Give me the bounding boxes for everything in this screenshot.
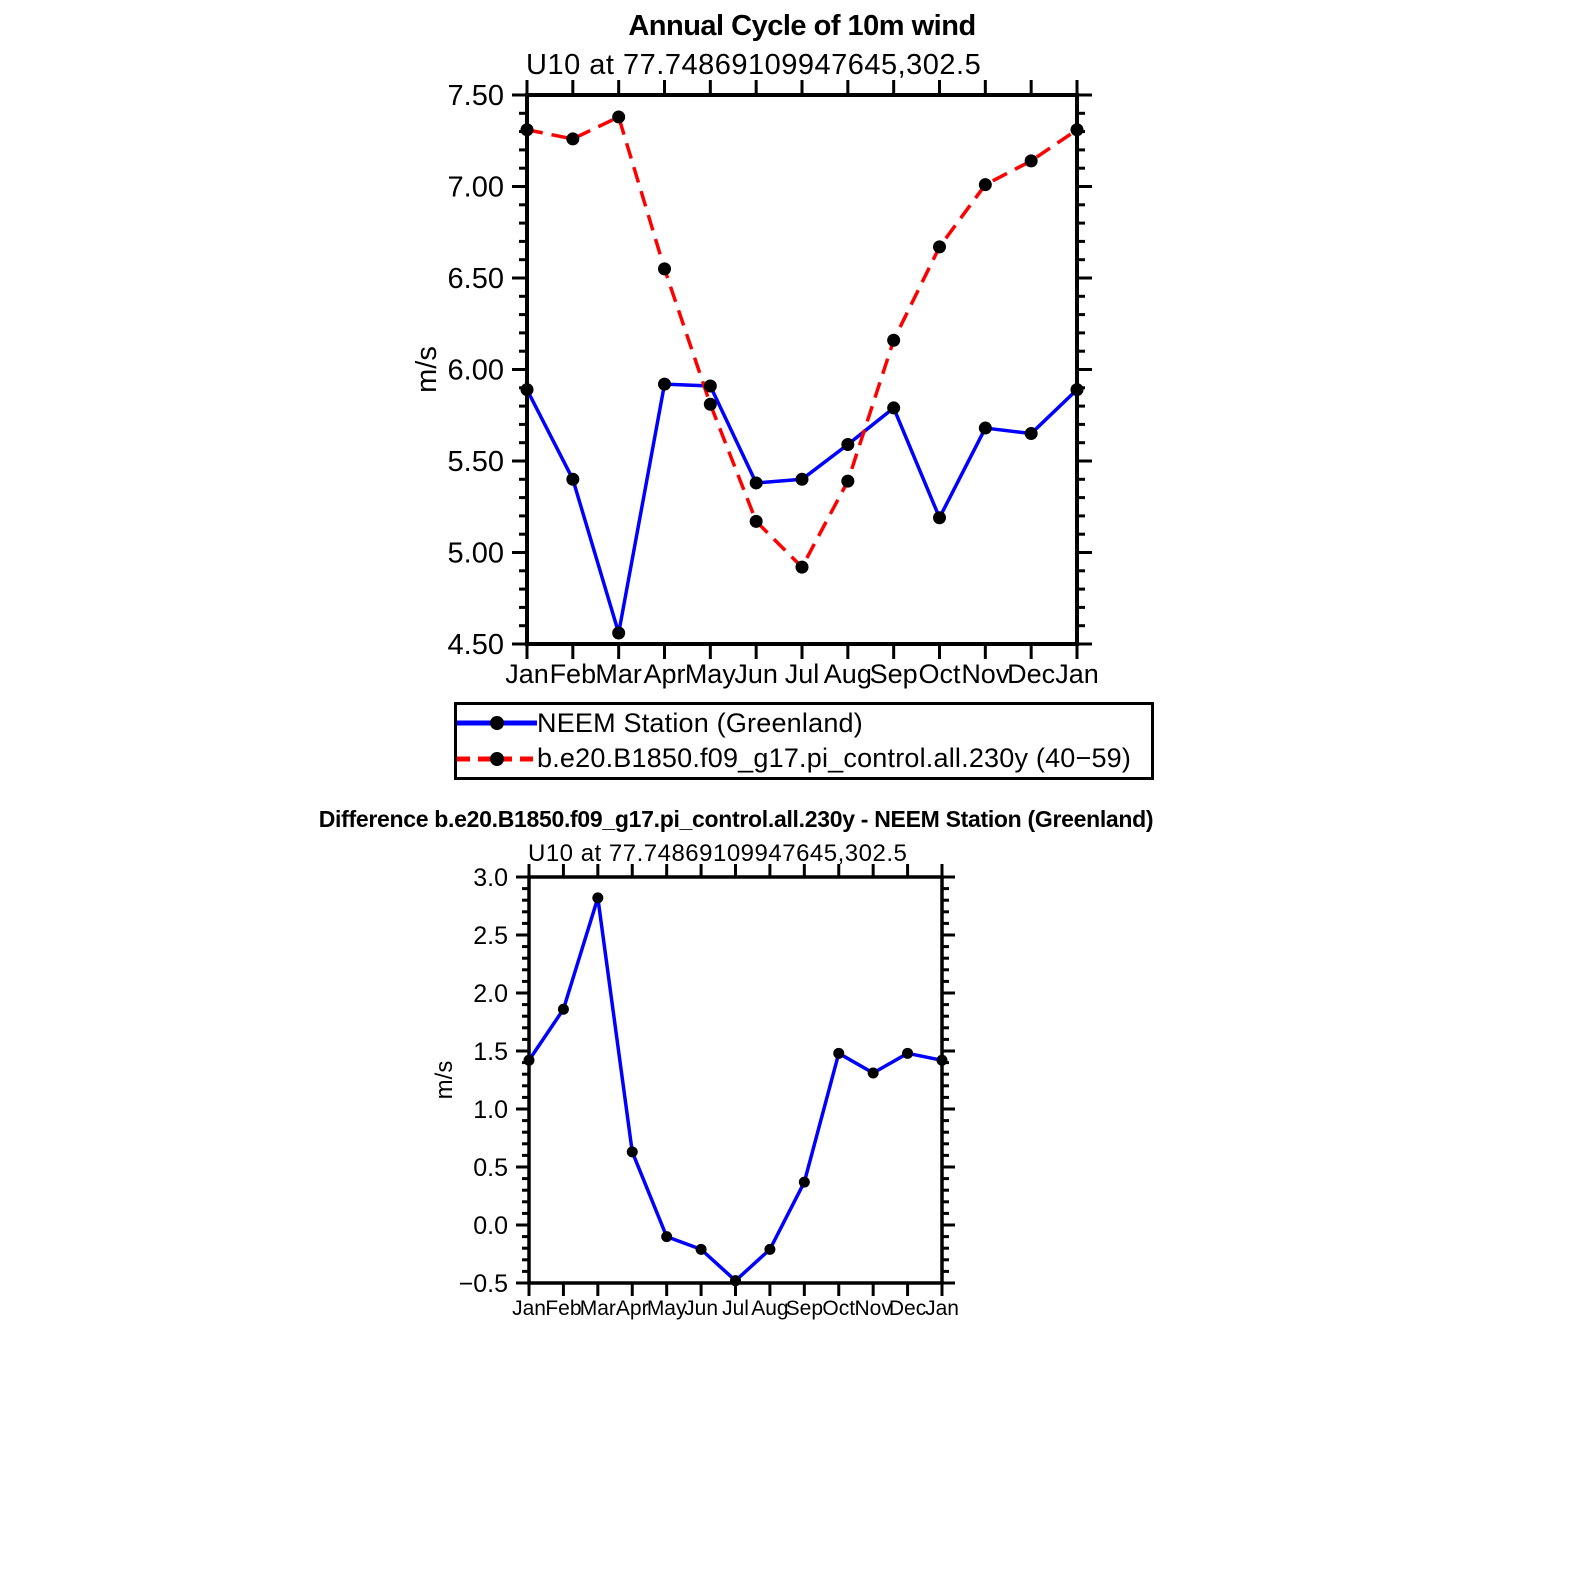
series-line bbox=[527, 384, 1077, 633]
series-line bbox=[529, 898, 942, 1281]
x-tick-label: Mar bbox=[579, 1297, 616, 1320]
x-tick-label: Jan bbox=[505, 659, 549, 689]
data-point-marker bbox=[521, 383, 534, 396]
x-tick-label: Sep bbox=[869, 659, 918, 689]
data-point-marker bbox=[658, 378, 671, 391]
top-chart-title: Annual Cycle of 10m wind bbox=[628, 10, 976, 42]
legend-label: b.e20.B1850.f09_g17.pi_control.all.230y (40−59) bbox=[537, 743, 1132, 774]
data-point-marker bbox=[979, 178, 992, 191]
data-point-marker bbox=[730, 1275, 741, 1286]
x-tick-label: Mar bbox=[595, 659, 642, 689]
x-tick-label: Nov bbox=[854, 1297, 892, 1320]
difference-chart bbox=[431, 864, 959, 1320]
x-tick-label: Apr bbox=[615, 1297, 649, 1320]
top-chart-subtitle: U10 at 77.74869109947645,302.5 bbox=[526, 49, 982, 81]
y-tick-label: 6.50 bbox=[447, 263, 504, 295]
annual-cycle-chart bbox=[411, 80, 1099, 689]
data-point-marker bbox=[841, 475, 854, 488]
x-tick-label: Jun bbox=[684, 1297, 719, 1320]
data-point-marker bbox=[937, 1055, 948, 1066]
y-axis-label: m/s bbox=[411, 346, 443, 393]
data-point-marker bbox=[933, 511, 946, 524]
data-point-marker bbox=[979, 422, 992, 435]
data-point-marker bbox=[833, 1048, 844, 1059]
data-point-marker bbox=[750, 476, 763, 489]
y-tick-label: 3.0 bbox=[473, 864, 508, 892]
y-tick-label: 1.5 bbox=[473, 1038, 508, 1066]
data-point-marker bbox=[1025, 154, 1038, 167]
data-point-marker bbox=[558, 1004, 569, 1015]
difference-chart-title: Difference b.e20.B1850.f09_g17.pi_control.all.230y - NEEM Station (Greenland) bbox=[318, 806, 1154, 832]
data-point-marker bbox=[796, 473, 809, 486]
difference-chart-subtitle: U10 at 77.74869109947645,302.5 bbox=[528, 840, 908, 867]
y-tick-label: 0.0 bbox=[473, 1212, 508, 1240]
x-tick-label: Oct bbox=[822, 1297, 856, 1320]
data-point-marker bbox=[612, 110, 625, 123]
y-tick-label: 7.50 bbox=[447, 80, 504, 112]
data-point-marker bbox=[661, 1231, 672, 1242]
legend-line-sample bbox=[457, 706, 537, 740]
data-point-marker bbox=[658, 262, 671, 275]
y-tick-label: 7.00 bbox=[447, 171, 504, 204]
x-tick-label: Aug bbox=[823, 659, 872, 689]
y-tick-label: 5.00 bbox=[447, 537, 504, 570]
legend-line-sample bbox=[457, 742, 537, 776]
x-tick-label: Jul bbox=[784, 659, 820, 689]
data-point-marker bbox=[612, 627, 625, 640]
data-point-marker bbox=[566, 473, 579, 486]
x-tick-label: Nov bbox=[961, 659, 1010, 689]
data-point-marker bbox=[887, 334, 900, 347]
y-tick-label: 4.50 bbox=[447, 629, 504, 661]
data-point-marker bbox=[521, 123, 534, 136]
x-tick-label: Jan bbox=[925, 1297, 959, 1320]
data-point-marker bbox=[764, 1244, 775, 1255]
x-tick-label: Dec bbox=[888, 1297, 927, 1320]
data-point-marker bbox=[933, 240, 946, 253]
x-tick-label: Oct bbox=[918, 659, 961, 689]
x-tick-label: Feb bbox=[545, 1297, 582, 1320]
x-tick-label: Jan bbox=[1055, 659, 1099, 689]
legend bbox=[454, 702, 1154, 780]
legend-marker-dot bbox=[490, 752, 504, 766]
legend-item bbox=[457, 706, 1151, 741]
data-point-marker bbox=[592, 892, 603, 903]
data-point-marker bbox=[887, 401, 900, 414]
legend-item bbox=[457, 741, 1151, 776]
data-point-marker bbox=[566, 132, 579, 145]
data-point-marker bbox=[799, 1177, 810, 1188]
y-tick-label: 0.5 bbox=[473, 1154, 508, 1182]
data-point-marker bbox=[750, 515, 763, 528]
x-tick-label: Sep bbox=[785, 1297, 824, 1320]
y-tick-label: 2.0 bbox=[473, 980, 508, 1008]
legend-marker-dot bbox=[490, 716, 504, 730]
data-point-marker bbox=[841, 438, 854, 451]
x-tick-label: Dec bbox=[1007, 659, 1056, 689]
y-tick-label: 1.0 bbox=[473, 1096, 508, 1124]
data-point-marker bbox=[1071, 383, 1084, 396]
data-point-marker bbox=[796, 561, 809, 574]
x-tick-label: Jun bbox=[734, 659, 778, 689]
x-tick-label: Apr bbox=[643, 659, 686, 689]
y-tick-label: 2.5 bbox=[473, 922, 508, 950]
x-tick-label: May bbox=[646, 1297, 687, 1320]
legend-label: NEEM Station (Greenland) bbox=[537, 707, 863, 738]
x-tick-label: Jan bbox=[512, 1297, 546, 1320]
x-tick-label: Jul bbox=[722, 1297, 749, 1320]
data-point-marker bbox=[704, 379, 717, 392]
data-point-marker bbox=[704, 398, 717, 411]
x-tick-label: May bbox=[684, 659, 736, 689]
x-tick-label: Feb bbox=[549, 659, 597, 689]
data-point-marker bbox=[1071, 123, 1084, 136]
data-point-marker bbox=[868, 1068, 879, 1079]
data-point-marker bbox=[696, 1244, 707, 1255]
y-tick-label: −0.5 bbox=[458, 1270, 508, 1298]
y-axis-label: m/s bbox=[431, 1060, 458, 1100]
y-tick-label: 6.00 bbox=[447, 354, 504, 387]
data-point-marker bbox=[524, 1055, 535, 1066]
series-line bbox=[527, 117, 1077, 567]
data-point-marker bbox=[627, 1146, 638, 1157]
x-tick-label: Aug bbox=[751, 1297, 789, 1320]
y-tick-label: 5.50 bbox=[447, 446, 504, 478]
data-point-marker bbox=[1025, 427, 1038, 440]
data-point-marker bbox=[902, 1048, 913, 1059]
plot-border bbox=[529, 877, 942, 1283]
